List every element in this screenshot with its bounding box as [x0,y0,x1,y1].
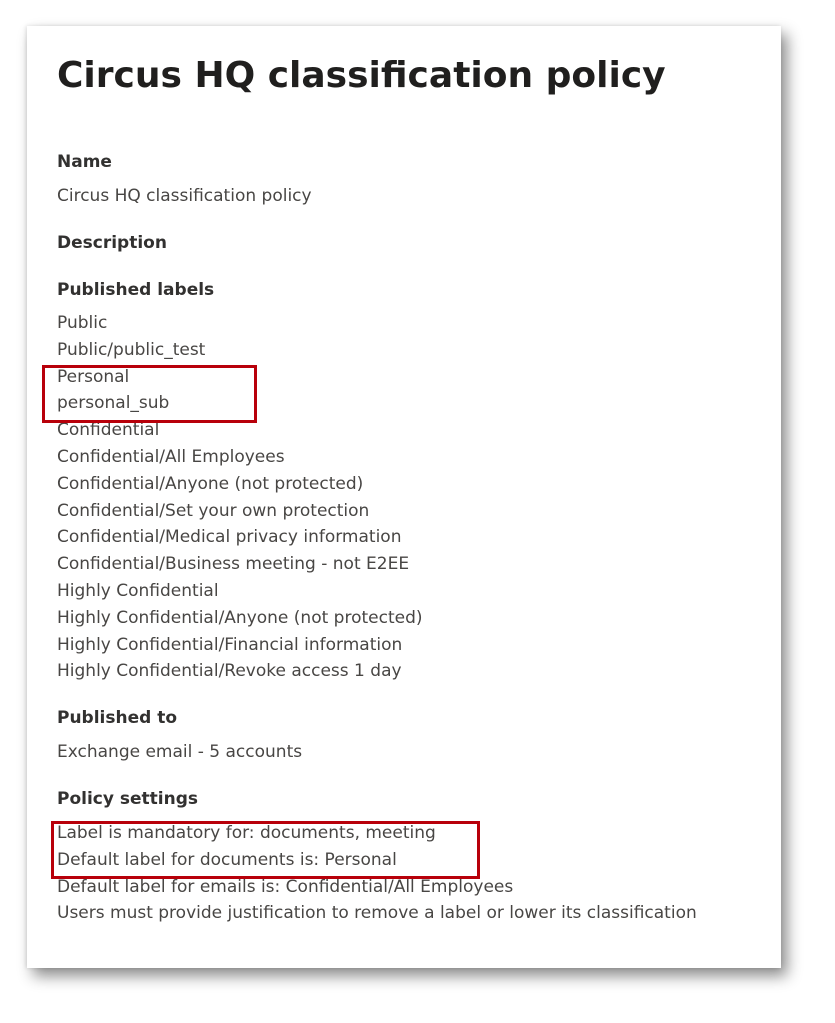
published-labels-list [57,310,423,685]
label-item: Confidential/Anyone (not protected) [57,473,364,494]
published-to-heading: Published to [57,708,178,728]
label-item: Highly Confidential/Anyone (not protected) [57,607,423,628]
description-heading: Description [57,233,167,253]
policy-settings-list [57,820,697,927]
label-item: Public/public_test [57,339,206,360]
name-heading: Name [57,152,112,172]
label-item: personal_sub [57,393,170,414]
page-title: Circus HQ classification policy [57,55,666,96]
policy-setting-item: Default label for emails is: Confidential/All Employees [57,876,514,897]
policy-setting-item: Users must provide justification to remove a label or lower its classification [57,903,697,924]
label-item: Confidential/Set your own protection [57,500,370,521]
label-item: Highly Confidential [57,580,219,601]
published-to-value: Exchange email - 5 accounts [57,742,303,762]
label-item: Highly Confidential/Financial information [57,634,403,655]
policy-setting-item: Label is mandatory for: documents, meeting [57,823,436,843]
policy-name-value: Circus HQ classification policy [57,186,312,206]
label-item: Confidential [57,420,160,441]
policy-settings-heading: Policy settings [57,789,198,809]
policy-setting-item: Default label for documents is: Personal [57,849,397,870]
label-item: Confidential/Medical privacy information [57,527,402,548]
label-item: Public [57,313,108,333]
label-item: Highly Confidential/Revoke access 1 day [57,661,402,682]
label-item: Confidential/All Employees [57,446,285,467]
label-item: Personal [57,366,130,387]
label-item: Confidential/Business meeting - not E2EE [57,554,410,575]
policy-details-panel [27,26,781,968]
published-labels-heading: Published labels [57,280,215,300]
